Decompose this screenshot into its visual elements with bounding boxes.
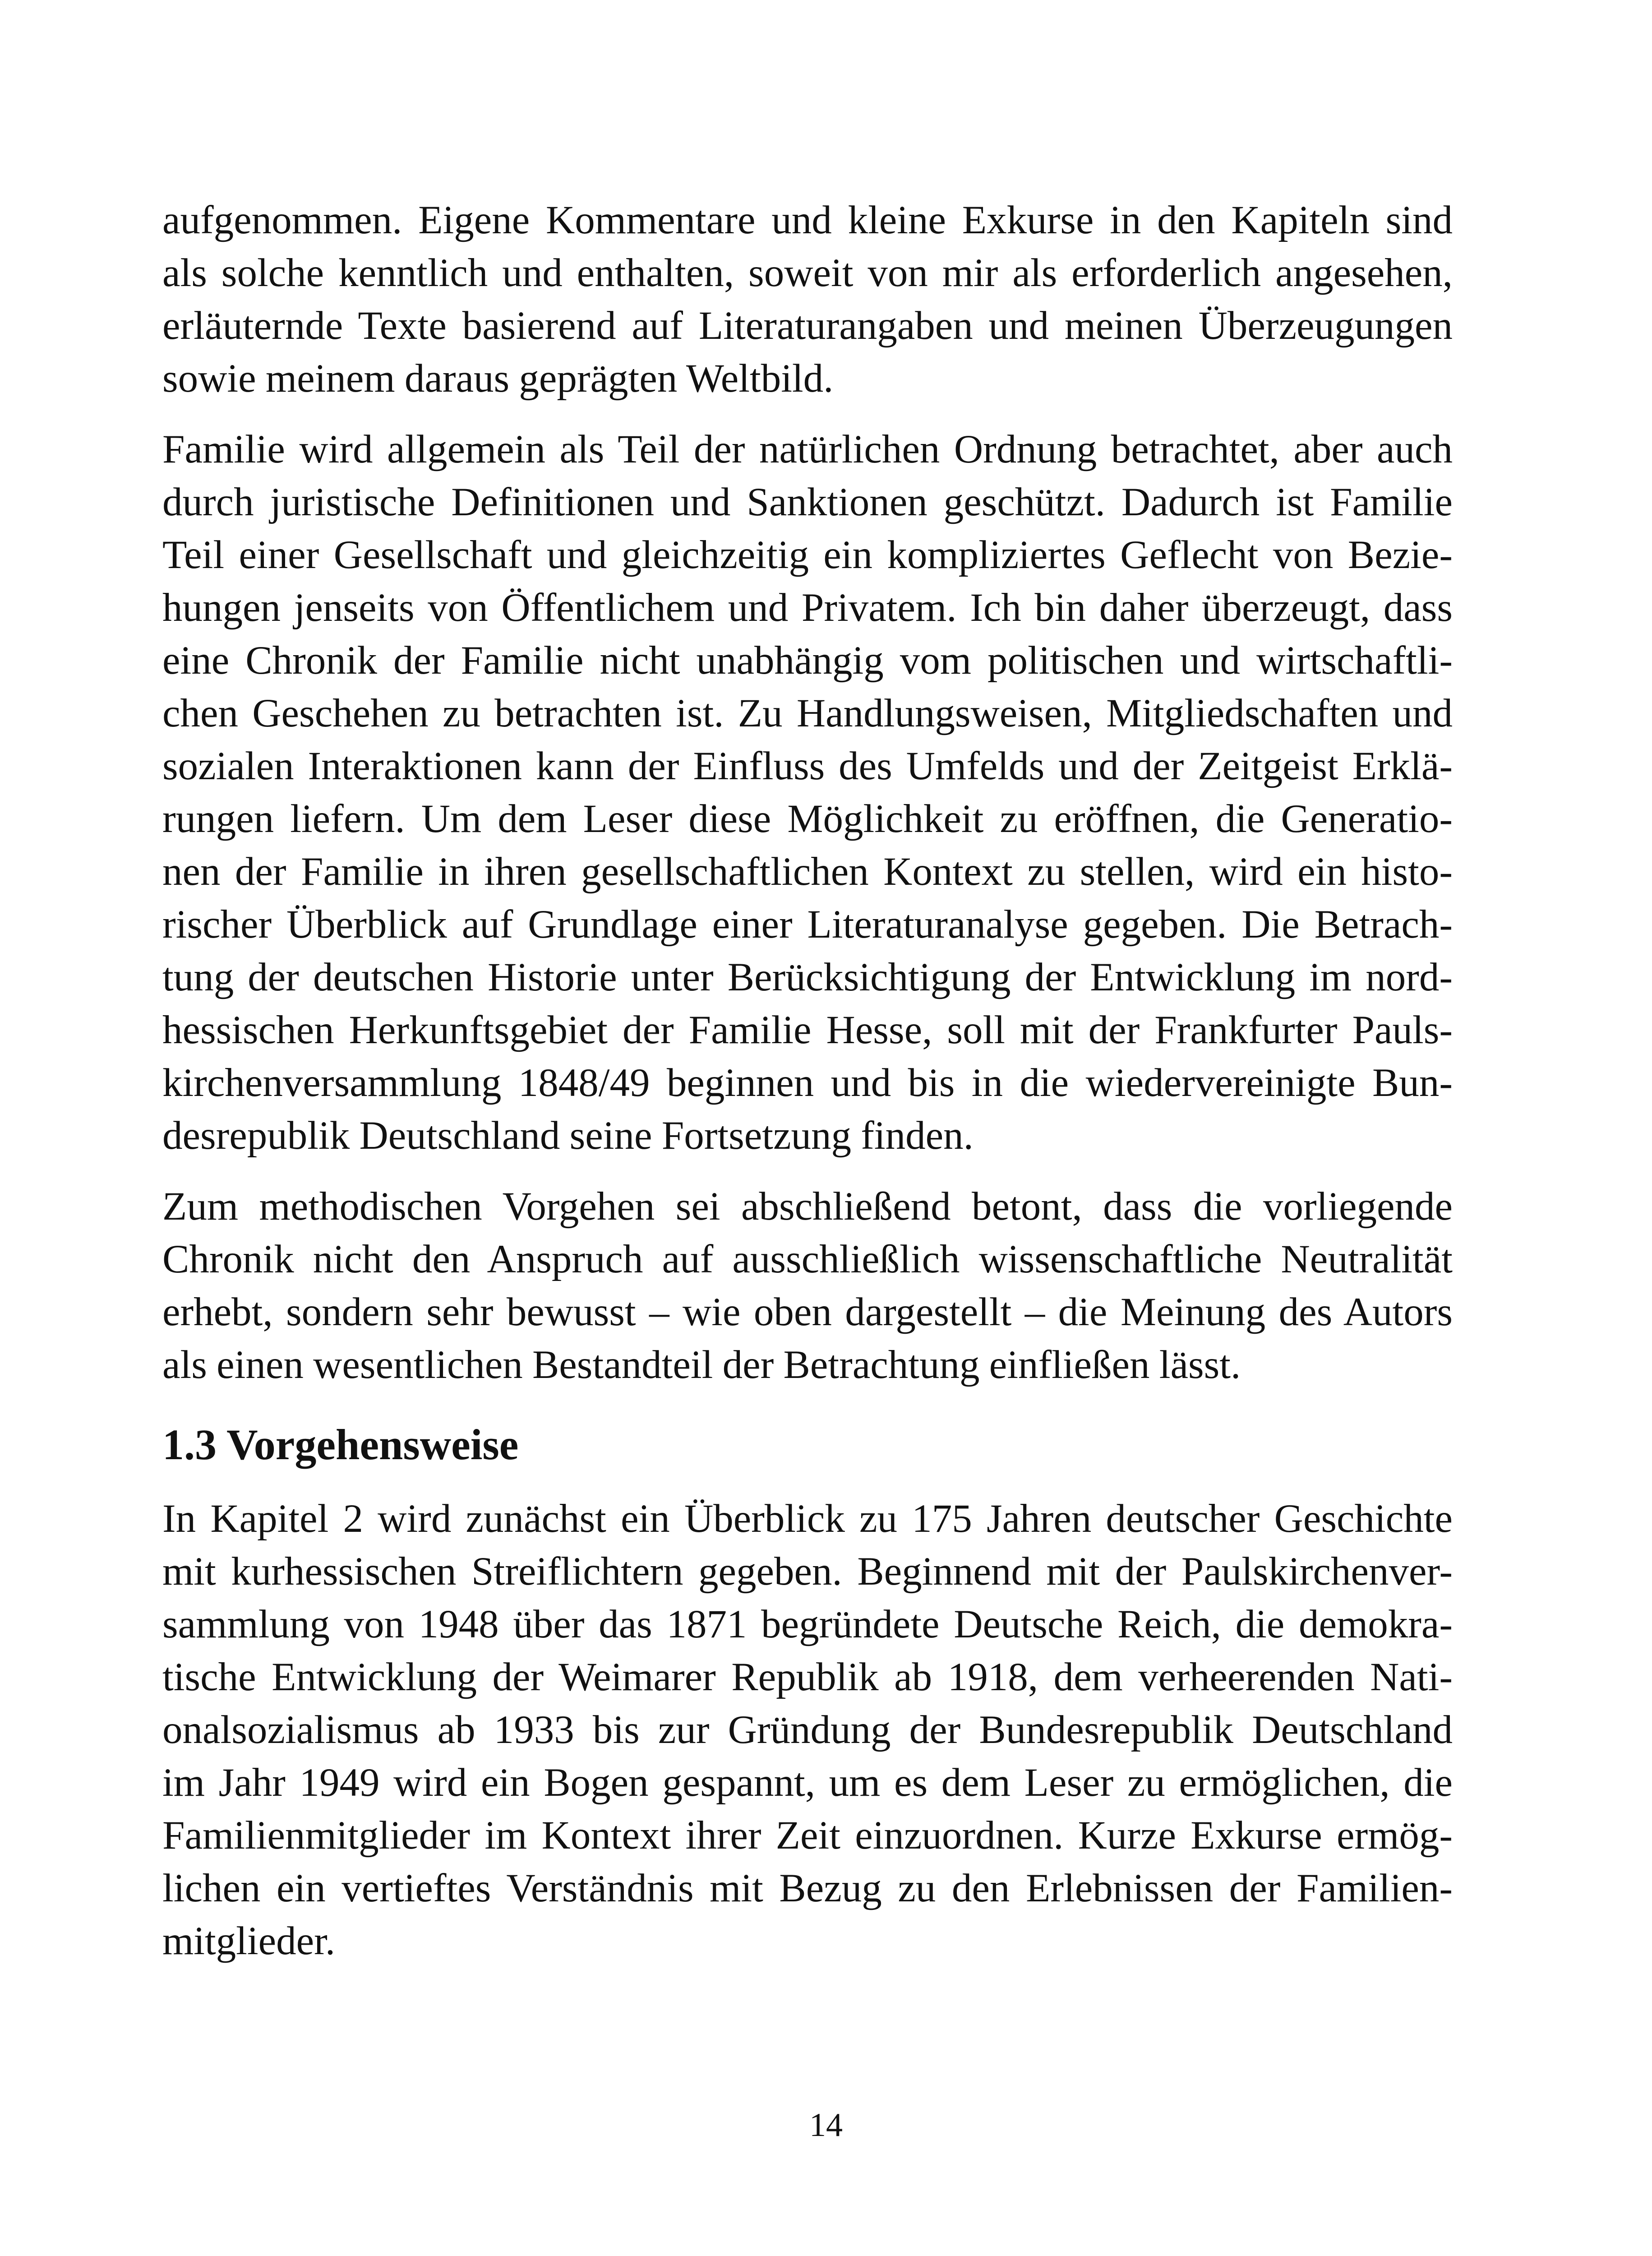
page-number: 14: [809, 2107, 843, 2144]
text-line: sowie meinem daraus geprägten Weltbild.: [162, 356, 834, 401]
text-line: onalsozialismus ab 1933 bis zur Gründung der Bundesrepublik Deutschland: [162, 1708, 1453, 1752]
text-line: rungen liefern. Um dem Leser diese Möglichkeit zu eröffnen, die Generatio-: [162, 797, 1453, 841]
text-line: mitglieder.: [162, 1919, 336, 1963]
text-line: eine Chronik der Familie nicht unabhängig vom politischen und wirtschaftli-: [162, 638, 1453, 683]
text-line: Familie wird allgemein als Teil der natürlichen Ordnung betrachtet, aber auch: [162, 427, 1453, 472]
text-line: als einen wesentlichen Bestandteil der Betrachtung einfließen lässt.: [162, 1343, 1241, 1387]
paragraph-intro-continuation: [162, 194, 1453, 405]
text-line: tische Entwicklung der Weimarer Republik ab 1918, dem verheerenden Nati-: [162, 1655, 1453, 1699]
text-line: In Kapitel 2 wird zunächst ein Überblick zu 175 Jahren deutscher Geschichte: [162, 1497, 1453, 1541]
text-line: nen der Familie in ihren gesellschaftlichen Kontext zu stellen, wird ein histo-: [162, 850, 1453, 894]
text-line: im Jahr 1949 wird ein Bogen gespannt, um es dem Leser zu ermöglichen, die: [162, 1761, 1453, 1805]
text-line: Familienmitglieder im Kontext ihrer Zeit einzuordnen. Kurze Exkurse ermög-: [162, 1813, 1453, 1858]
text-line: Zum methodischen Vorgehen sei abschließend betont, dass die vorliegende: [162, 1184, 1453, 1229]
text-line: rischer Überblick auf Grundlage einer Literaturanalyse gegeben. Die Betrach-: [162, 902, 1453, 947]
text-line: sammlung von 1948 über das 1871 begründete Deutsche Reich, die demokra-: [162, 1602, 1453, 1646]
text-line: sozialen Interaktionen kann der Einfluss des Umfelds und der Zeitgeist Erklä-: [162, 744, 1453, 788]
text-line: chen Geschehen zu betrachten ist. Zu Handlungsweisen, Mitgliedschaften und: [162, 691, 1453, 735]
text-line: kirchenversammlung 1848/49 beginnen und bis in die wiedervereinigte Bun-: [162, 1061, 1453, 1105]
text-line: desrepublik Deutschland seine Fortsetzung finden.: [162, 1114, 974, 1158]
page-body: [162, 194, 1453, 1986]
text-line: erläuternde Texte basierend auf Literaturangaben und meinen Überzeugungen: [162, 304, 1453, 348]
text-line: als solche kenntlich und enthalten, soweit von mir als erforderlich angesehen,: [162, 251, 1453, 295]
paragraph-family-definition: [162, 423, 1453, 1162]
text-line: mit kurhessischen Streiflichtern gegeben. Beginnend mit der Paulskirchenver-: [162, 1549, 1453, 1594]
paragraph-methodology: [162, 1180, 1453, 1392]
text-line: Chronik nicht den Anspruch auf ausschließlich wissenschaftliche Neutralität: [162, 1237, 1453, 1281]
text-line: hessischen Herkunftsgebiet der Familie Hesse, soll mit der Frankfurter Pauls-: [162, 1008, 1453, 1052]
paragraph-procedure: [162, 1493, 1453, 1968]
text-line: hungen jenseits von Öffentlichem und Privatem. Ich bin daher überzeugt, dass: [162, 586, 1453, 630]
text-line: lichen ein vertieftes Verständnis mit Bezug zu den Erlebnissen der Familien-: [162, 1866, 1453, 1910]
text-line: aufgenommen. Eigene Kommentare und kleine Exkurse in den Kapiteln sind: [162, 198, 1453, 242]
text-line: erhebt, sondern sehr bewusst – wie oben dargestellt – die Meinung des Autors: [162, 1290, 1453, 1334]
text-line: durch juristische Definitionen und Sanktionen geschützt. Dadurch ist Familie: [162, 480, 1453, 524]
text-line: Teil einer Gesellschaft und gleichzeitig ein kompliziertes Geflecht von Bezie-: [162, 533, 1453, 577]
text-line: tung der deutschen Historie unter Berücksichtigung der Entwicklung im nord-: [162, 955, 1453, 999]
section-heading: 1.3 Vorgehensweise: [162, 1420, 519, 1469]
